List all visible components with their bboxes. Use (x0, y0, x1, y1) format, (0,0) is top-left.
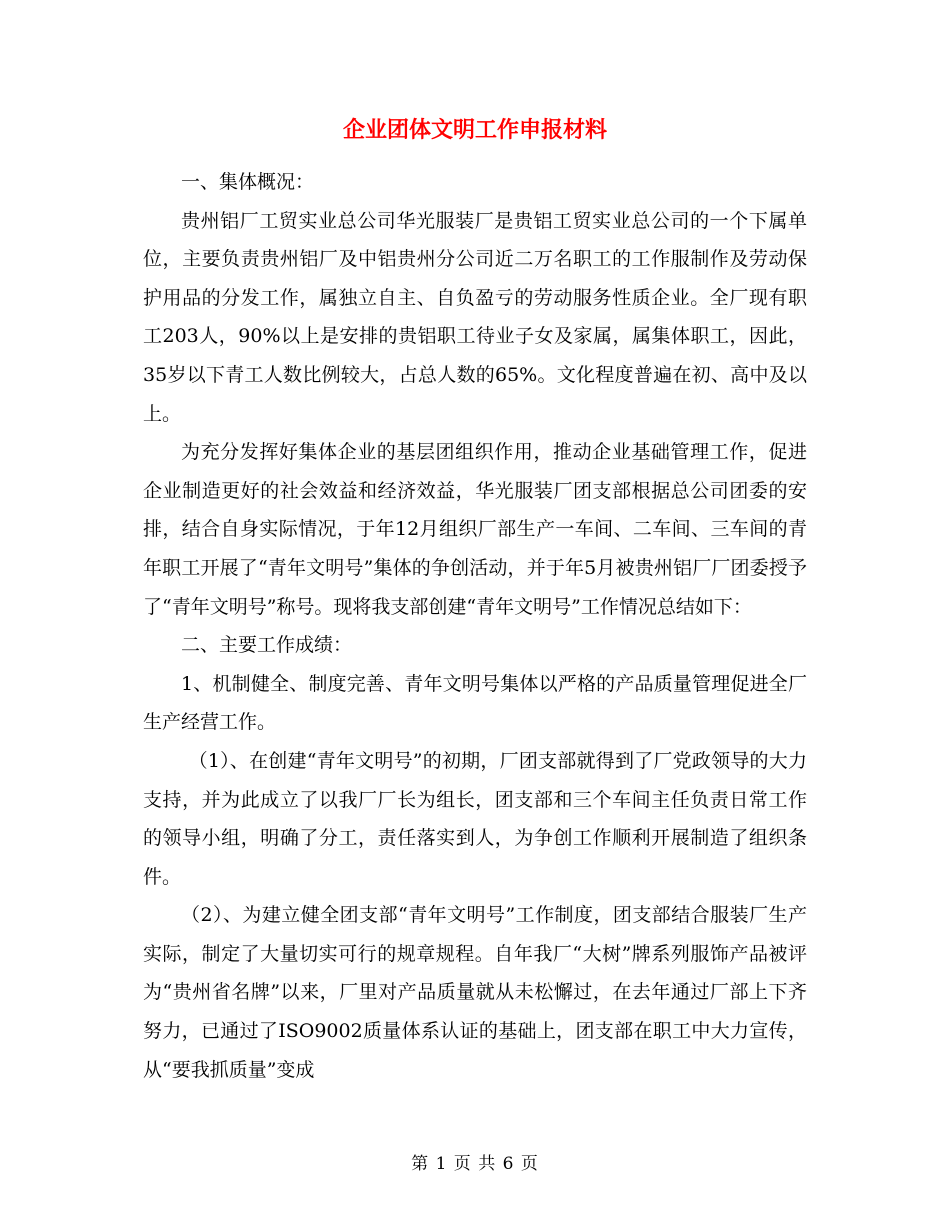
page-number-label: 第 1 页 共 6 页 (411, 1154, 539, 1174)
paragraph-background: 为充分发挥好集体企业的基层团组织作用，推动企业基础管理工作，促进企业制造更好的社会效益和经济效益，华光服装厂团支部根据总公司团委的安排，结合自身实际情况，于年12月组织厂部生产一车间、二车间、三车间的青年职工开展了“青年文明号”集体的争创活动，并于年5月被贵州铝厂厂团委授予了“青年文明号”称号。现将我支部创建“青年文明号”工作情况总结如下： (143, 441, 807, 618)
paragraph-subitem-2: （2）、为建立健全团支部“青年文明号”工作制度，团支部结合服装厂生产实际，制定了大量切实可行的规章规程。自年我厂“大树”牌系列服饰产品被评为“贵州省名牌”以来，厂里对产品质量就从未松懈过，在去年通过厂部上下齐努力，已通过了ISO9002质量体系认证的基础上，团支部在职工中大力宣传，从“要我抓质量”变成 (143, 904, 807, 1081)
section-heading-overview: 一、集体概况： (181, 171, 315, 193)
document-body (143, 163, 807, 1089)
section-heading-achievements: 二、主要工作成绩： (181, 634, 353, 657)
paragraph-item-1: 1、机制健全、制度完善、青年文明号集体以严格的产品质量管理促进全厂生产经营工作。 (143, 672, 807, 734)
page-footer (0, 1151, 950, 1177)
paragraph-subitem-1: （1）、在创建“青年文明号”的初期，厂团支部就得到了厂党政领导的大力支持，并为此成立了以我厂厂长为组长，团支部和三个车间主任负责日常工作的领导小组，明确了分工，责任落实到人，为争创工作顺利开展制造了组织条件。 (143, 749, 807, 888)
document-title: 企业团体文明工作申报材料 (342, 117, 607, 143)
paragraph-company-profile: 贵州铝厂工贸实业总公司华光服装厂是贵铝工贸实业总公司的一个下属单位，主要负责贵州铝厂及中铝贵州分公司近二万名职工的工作服制作及劳动保护用品的分发工作，属独立自主、自负盈亏的劳动服务性质企业。全厂现有职工203人，90%以上是安排的贵铝职工待业子女及家属，属集体职工，因此，35岁以下青工人数比例较大，占总人数的65%。文化程度普遍在初、高中及以上。 (143, 209, 807, 425)
